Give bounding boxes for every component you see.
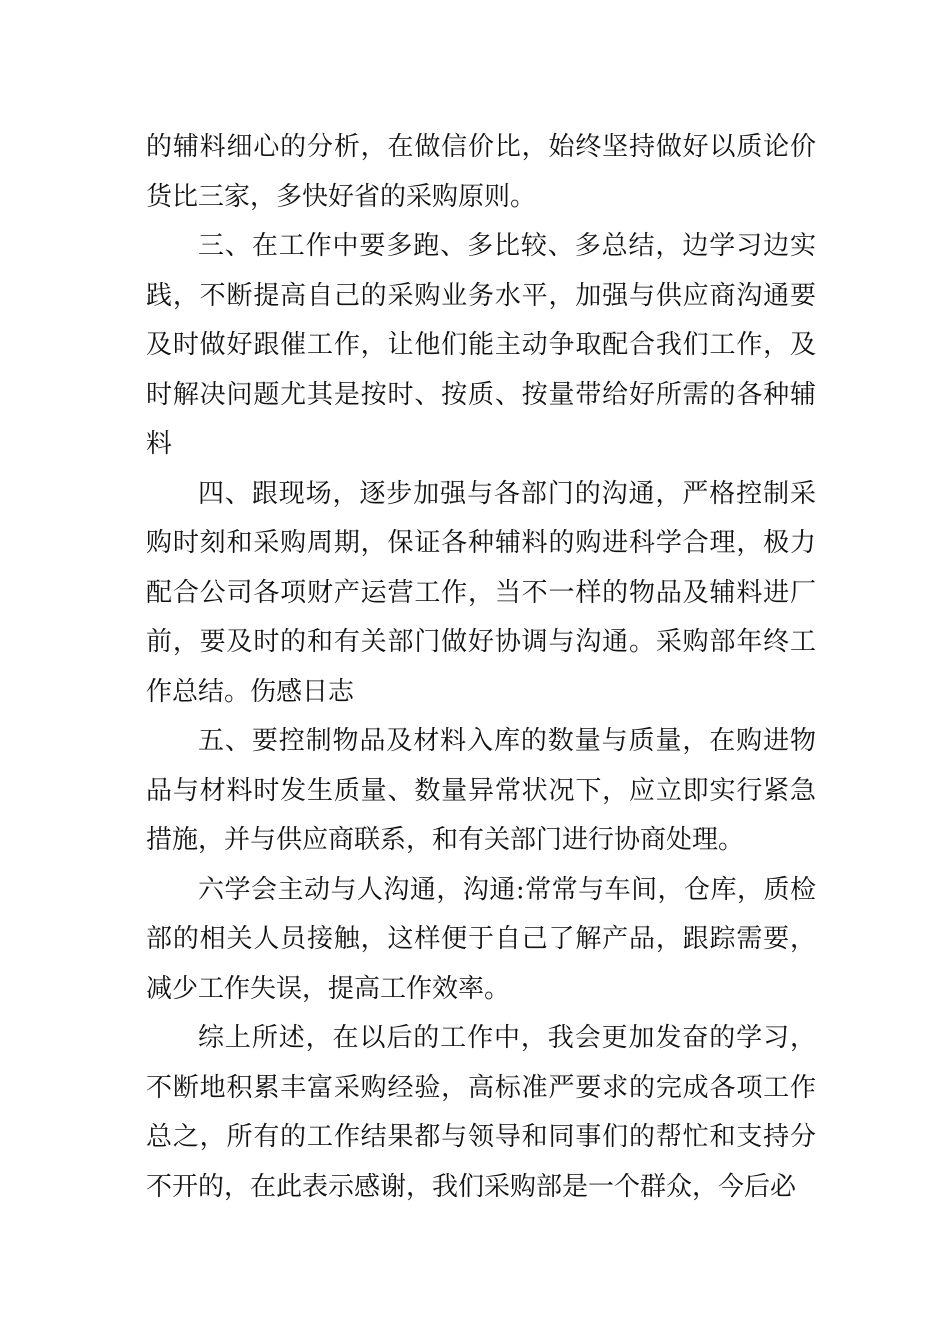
paragraph-continuation: 的辅料细心的分析，在做信价比，始终坚持做好以质论价货比三家，多快好省的采购原则。: [146, 132, 816, 212]
paragraph-point-five: 五、要控制物品及材料入库的数量与质量，在购进物品与材料时发生质量、数量异常状况下，应立即实行紧急措施，并与供应商联系，和有关部门进行协商处理。: [146, 726, 816, 855]
paragraph-point-six: 六学会主动与人沟通，沟通:常常与车间，仓库，质检部的相关人员接触，这样便于自己了解产品，跟踪需要，减少工作失误，提高工作效率。: [146, 874, 816, 1004]
paragraph-summary: 综上所述，在以后的工作中，我会更加发奋的学习，不断地积累丰富采购经验，高标准严要求的完成各项工作总之，所有的工作结果都与领导和同事们的帮忙和支持分不开的，在此表示感谢，我们采购部是一个群众，今后必: [146, 1023, 816, 1202]
paragraph-point-four: 四、跟现场，逐步加强与各部门的沟通，严格控制采购时刻和采购周期，保证各种辅料的购进科学合理，极力配合公司各项财产运营工作，当不一样的物品及辅料进厂前，要及时的和有关部门做好协调与沟通。采购部年终工作总结。伤感日志: [146, 478, 816, 707]
document-body: [146, 123, 816, 1212]
paragraph-point-three: 三、在工作中要多跑、多比较、多总结，边学习边实践，不断提高自己的采购业务水平，加强与供应商沟通要及时做好跟催工作，让他们能主动争取配合我们工作，及时解决问题尤其是按时、按质、按量带给好所需的各种辅料: [146, 231, 816, 459]
